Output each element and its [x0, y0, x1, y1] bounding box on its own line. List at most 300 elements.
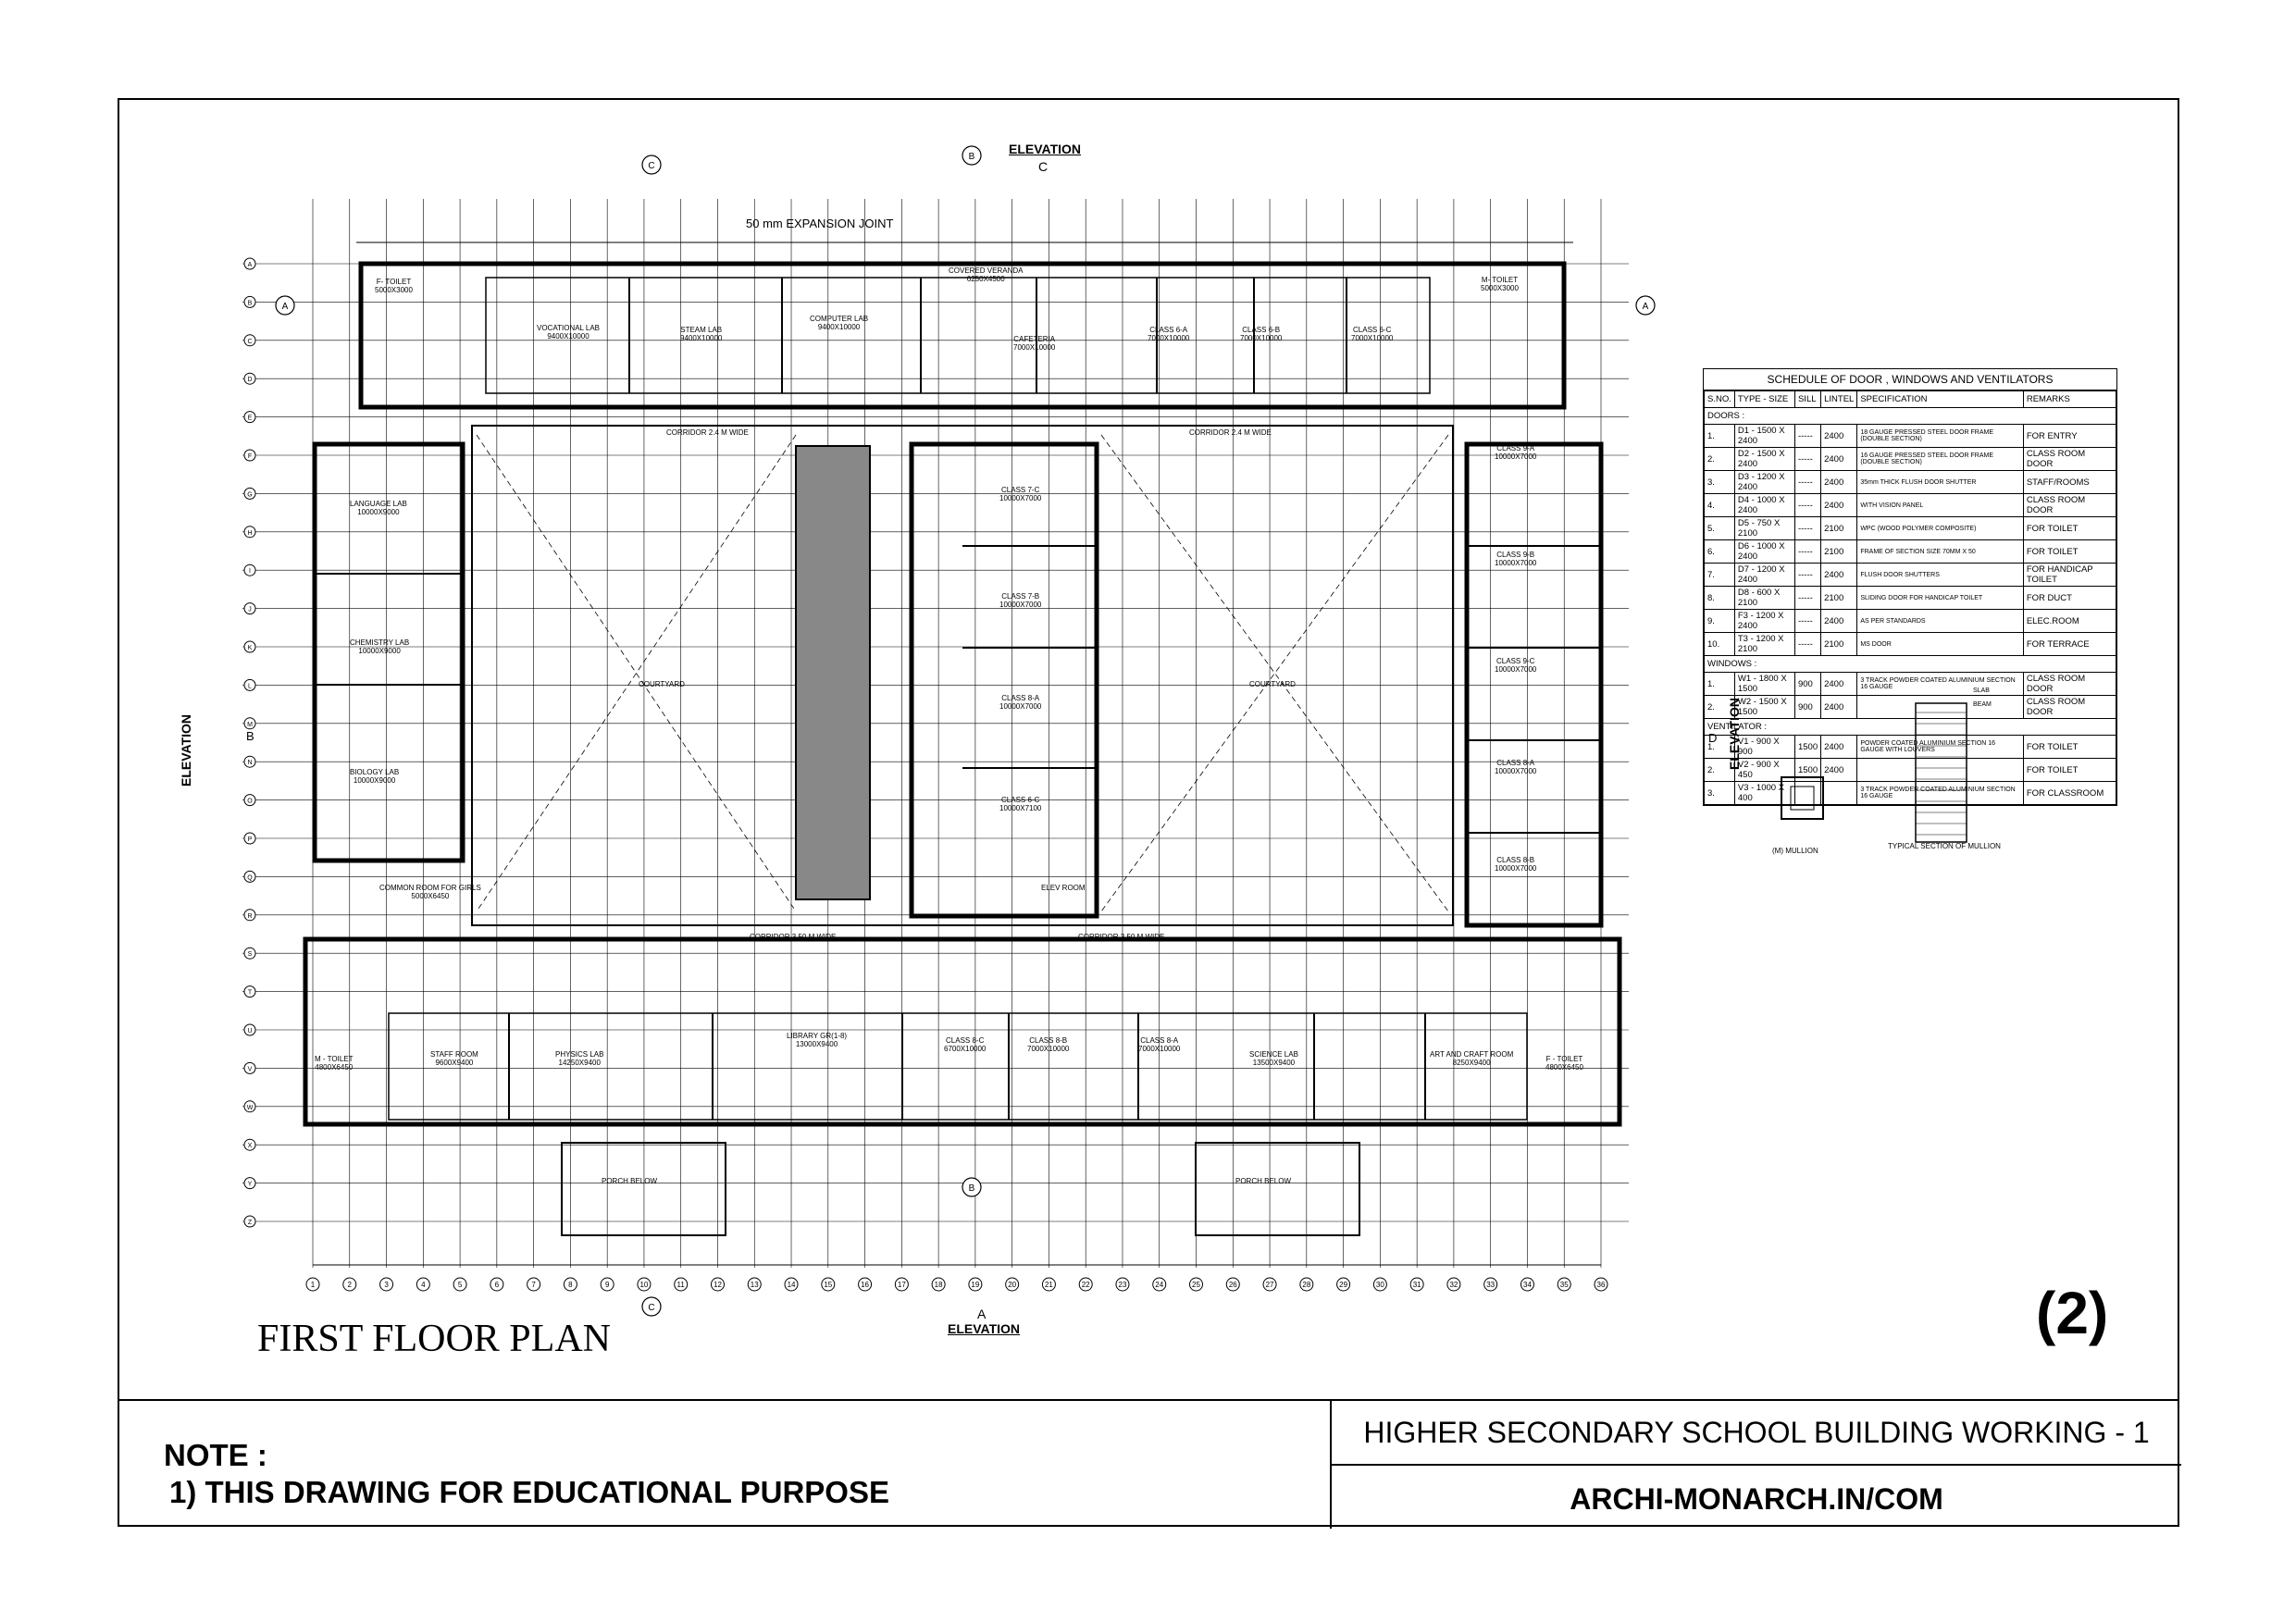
- room-label: [949, 266, 1023, 283]
- schedule-cell: 1500: [1794, 736, 1820, 759]
- schedule-cell: 2400: [1821, 610, 1857, 633]
- room-name: CLASS 8-A: [1496, 759, 1535, 767]
- room-name: CLASS 9-B: [1496, 551, 1535, 559]
- column-number: 4: [421, 1281, 426, 1289]
- room-name: LIBRARY GR(1-8): [787, 1032, 848, 1040]
- grid-marker-letter: C: [648, 161, 655, 171]
- expansion-joint-label: 50 mm EXPANSION JOINT: [746, 217, 894, 230]
- schedule-cell: D8 - 600 X 2100: [1734, 587, 1794, 610]
- schedule-cell: 2100: [1821, 587, 1857, 610]
- schedule-cell: -----: [1794, 587, 1820, 610]
- schedule-cell: [1857, 759, 2024, 782]
- schedule-row: [1705, 471, 2116, 494]
- schedule-row: [1705, 540, 2116, 564]
- schedule-group-row: [1705, 408, 2116, 425]
- room-name: VOCATIONAL LAB: [537, 324, 601, 332]
- note-text: 1) THIS DRAWING FOR EDUCATIONAL PURPOSE: [169, 1475, 889, 1509]
- elevation-left-label: ELEVATION: [179, 713, 193, 787]
- schedule-row: [1705, 517, 2116, 540]
- elevation-top-label: ELEVATION: [1009, 142, 1082, 156]
- elevation-left-letter: B: [246, 729, 254, 743]
- room-label: [379, 884, 481, 900]
- room-size: 7000X10000: [1148, 334, 1190, 342]
- column-number: 20: [1008, 1281, 1017, 1289]
- row-letter: X: [247, 1143, 253, 1150]
- row-letter: A: [247, 262, 253, 268]
- row-letter: K: [247, 645, 253, 651]
- room-label: [639, 680, 685, 688]
- schedule-cell: [1857, 696, 2024, 719]
- room-name: CLASS 6-B: [1242, 326, 1281, 334]
- project-title: HIGHER SECONDARY SCHOOL BUILDING WORKING - 1: [1363, 1416, 2150, 1449]
- schedule-cell: -----: [1794, 471, 1820, 494]
- schedule-cell: FOR HANDICAP TOILET: [2023, 564, 2116, 587]
- column-number: 23: [1118, 1281, 1127, 1289]
- room-label: [787, 1032, 847, 1048]
- row-letter: G: [247, 491, 253, 499]
- room-name: BIOLOGY LAB: [350, 768, 400, 776]
- row-letter: W: [246, 1104, 254, 1111]
- schedule-cell: 10.: [1705, 633, 1735, 656]
- schedule-cell: CLASS ROOM DOOR: [2023, 448, 2116, 471]
- schedule-group-label: WINDOWS :: [1705, 656, 2116, 673]
- slab-label: SLAB: [1973, 688, 1990, 694]
- room-label: [350, 638, 409, 655]
- column-number: 9: [604, 1281, 610, 1289]
- schedule-cell: FOR DUCT: [2023, 587, 2116, 610]
- schedule-cell: WITH VISION PANEL: [1857, 494, 2024, 517]
- schedule-cell: 3 TRACK POWDER COATED ALUMINIUM SECTION 16 GAUGE: [1857, 673, 2024, 696]
- schedule-row: [1705, 673, 2116, 696]
- schedule-row: [1705, 425, 2116, 448]
- schedule-cell: 4.: [1705, 494, 1735, 517]
- room-label: [1013, 335, 1055, 352]
- website-link[interactable]: ARCHI-MONARCH.IN/COM: [1570, 1482, 1943, 1516]
- schedule-row: [1705, 633, 2116, 656]
- room-label: [430, 1050, 478, 1067]
- schedule-cell: FOR CLASSROOM: [2023, 782, 2116, 805]
- room-size: 10000X9000: [357, 508, 400, 516]
- schedule-row: [1705, 736, 2116, 759]
- schedule-cell: -----: [1794, 564, 1820, 587]
- column-number: 22: [1081, 1281, 1090, 1289]
- schedule-cell: D6 - 1000 X 2400: [1734, 540, 1794, 564]
- schedule-cell: W1 - 1800 X 1500: [1734, 673, 1794, 696]
- room-label: [1495, 657, 1536, 674]
- room-name: PORCH BELOW: [1235, 1177, 1292, 1185]
- room-size: 10000X7000: [1495, 767, 1537, 775]
- schedule-row: [1705, 782, 2116, 805]
- schedule-cell: ELEC.ROOM: [2023, 610, 2116, 633]
- room-label: [999, 796, 1041, 812]
- column-number: 18: [934, 1281, 943, 1289]
- schedule-row: [1705, 610, 2116, 633]
- column-number: 2: [347, 1281, 352, 1289]
- row-letter: D: [247, 377, 253, 384]
- room-label: [1430, 1050, 1513, 1067]
- column-number: 30: [1375, 1281, 1384, 1289]
- room-name: M- TOILET: [1481, 276, 1519, 284]
- title-block: [118, 1399, 2179, 1527]
- schedule-header-row: [1705, 391, 2116, 408]
- room-size: 4800X6450: [315, 1063, 354, 1072]
- column-number: 8: [568, 1281, 573, 1289]
- room-size: 7000X10000: [1240, 334, 1283, 342]
- schedule-cell: T3 - 1200 X 2100: [1734, 633, 1794, 656]
- column-number: 32: [1449, 1281, 1458, 1289]
- schedule-cell: 16 GAUGE PRESSED STEEL DOOR FRAME (DOUBLE SECTION): [1857, 448, 2024, 471]
- schedule-row: [1705, 448, 2116, 471]
- schedule-cell: 1.: [1705, 425, 1735, 448]
- schedule-cell: 2.: [1705, 448, 1735, 471]
- room-name: COURTYARD: [1249, 680, 1296, 688]
- schedule-cell: 2400: [1821, 696, 1857, 719]
- schedule-cell: STAFF/ROOMS: [2023, 471, 2116, 494]
- column-number: 5: [457, 1281, 463, 1289]
- row-letter: V: [247, 1066, 253, 1073]
- schedule-cell: WPC (WOOD POLYMER COMPOSITE): [1857, 517, 2024, 540]
- room-label: [1235, 1177, 1291, 1185]
- room-name: ELEV ROOM: [1041, 884, 1086, 892]
- title-divider: [1332, 1464, 2181, 1466]
- courtyard-outline: [472, 426, 1453, 925]
- schedule-cell: [1821, 782, 1857, 805]
- column-number: 21: [1044, 1281, 1053, 1289]
- schedule-cell: -----: [1794, 610, 1820, 633]
- room-label: [1249, 680, 1296, 688]
- room-label: [315, 1055, 354, 1072]
- column-number: 27: [1265, 1281, 1274, 1289]
- schedule-title: SCHEDULE OF DOOR , WINDOWS AND VENTILATORS: [1704, 369, 2116, 390]
- row-letter: N: [247, 760, 253, 767]
- room-size: 13000X9400: [795, 1040, 838, 1048]
- room-size: 7000X10000: [1138, 1045, 1181, 1053]
- column-number: 16: [861, 1281, 870, 1289]
- row-letter: Y: [247, 1181, 253, 1188]
- room-label: [602, 1177, 657, 1185]
- schedule-cell: FOR TOILET: [2023, 517, 2116, 540]
- room-name: COMPUTER LAB: [810, 315, 869, 323]
- schedule-cell: 2400: [1821, 759, 1857, 782]
- schedule-cell: FOR TOILET: [2023, 759, 2116, 782]
- schedule-header-cell: LINTEL: [1821, 391, 1857, 408]
- schedule-cell: 2400: [1821, 736, 1857, 759]
- central-ramp-core: [796, 446, 870, 899]
- column-number: 11: [676, 1281, 685, 1289]
- schedule-row: [1705, 587, 2116, 610]
- room-size: 5000X3000: [375, 286, 413, 294]
- column-number: 13: [750, 1281, 759, 1289]
- schedule-cell: -----: [1794, 448, 1820, 471]
- schedule-cell: CLASS ROOM DOOR: [2023, 494, 2116, 517]
- corridor-label: CORRIDOR 2.4 M WIDE: [1189, 428, 1272, 437]
- corridor-label: CORRIDOR 2.4 M WIDE: [666, 428, 749, 437]
- room-size: 6700X10000: [944, 1045, 987, 1053]
- room-size: 7000X10000: [1351, 334, 1394, 342]
- schedule-cell: FLUSH DOOR SHUTTERS: [1857, 564, 2024, 587]
- door-window-schedule: [1703, 368, 2117, 806]
- schedule-cell: -----: [1794, 494, 1820, 517]
- schedule-row: [1705, 696, 2116, 719]
- schedule-cell: 2.: [1705, 696, 1735, 719]
- schedule-cell: D2 - 1500 X 2400: [1734, 448, 1794, 471]
- room-size: 7000X10000: [1027, 1045, 1070, 1053]
- room-size: 9400X10000: [680, 334, 723, 342]
- schedule-cell: FRAME OF SECTION SIZE 70MM X 50: [1857, 540, 2024, 564]
- room-label: [1545, 1055, 1583, 1072]
- corridor-label: CORRIDOR 3.50 M WIDE: [750, 933, 837, 941]
- room-size: 5000X6450: [411, 892, 450, 900]
- schedule-cell: 6.: [1705, 540, 1735, 564]
- schedule-cell: -----: [1794, 633, 1820, 656]
- schedule-cell: AS PER STANDARDS: [1857, 610, 2024, 633]
- schedule-cell: CLASS ROOM DOOR: [2023, 673, 2116, 696]
- schedule-cell: 7.: [1705, 564, 1735, 587]
- schedule-cell: 2400: [1821, 471, 1857, 494]
- room-size: 9400X10000: [547, 332, 590, 341]
- schedule-cell: 5.: [1705, 517, 1735, 540]
- schedule-cell: POWDER COATED ALUMINIUM SECTION 16 GAUGE WITH LOUVERS: [1857, 736, 2024, 759]
- room-label: [1240, 326, 1282, 342]
- row-letter: I: [249, 568, 251, 576]
- schedule-row: [1705, 564, 2116, 587]
- schedule-cell: D5 - 750 X 2100: [1734, 517, 1794, 540]
- column-number: 33: [1486, 1281, 1496, 1289]
- grid-marker-letter: C: [648, 1303, 655, 1313]
- schedule-cell: 3.: [1705, 471, 1735, 494]
- column-number: 6: [494, 1281, 500, 1289]
- row-letter: Z: [247, 1220, 253, 1226]
- room-label: [810, 315, 868, 331]
- room-name: STEAM LAB: [680, 326, 723, 334]
- room-label: [1249, 1050, 1298, 1067]
- room-name: PHYSICS LAB: [555, 1050, 604, 1059]
- schedule-cell: 2400: [1821, 448, 1857, 471]
- schedule-row: [1705, 759, 2116, 782]
- title-block-right: [1330, 1401, 2179, 1529]
- room-size: 10000X7100: [999, 804, 1042, 812]
- room-label: [350, 500, 407, 516]
- column-number: 25: [1192, 1281, 1200, 1289]
- room-size: 10000X7000: [999, 601, 1042, 609]
- row-letter: P: [247, 836, 253, 843]
- room-size: 10000X7000: [1495, 559, 1537, 567]
- room-size: 14250X9400: [558, 1059, 601, 1067]
- schedule-cell: V2 - 900 X 450: [1734, 759, 1794, 782]
- room-name: LANGUAGE LAB: [350, 500, 407, 508]
- room-name: CAFETERIA: [1013, 335, 1056, 343]
- elevation-bottom-label: ELEVATION: [948, 1321, 1021, 1336]
- room-label: [999, 592, 1041, 609]
- east-wing-wall: [1467, 444, 1601, 925]
- schedule-cell: 2100: [1821, 517, 1857, 540]
- room-name: CLASS 8-A: [1001, 694, 1040, 702]
- room-name: ART AND CRAFT ROOM: [1430, 1050, 1514, 1059]
- schedule-cell: V3 - 1000 X 400: [1734, 782, 1794, 805]
- schedule-cell: 2400: [1821, 673, 1857, 696]
- room-label: [1138, 1036, 1180, 1053]
- schedule-cell: 3 TRACK POWDER COATED ALUMINIUM SECTION 16 GAUGE: [1857, 782, 2024, 805]
- elevation-top-letter: C: [1038, 159, 1049, 174]
- room-name: CLASS 9-A: [1496, 444, 1535, 452]
- row-letter: C: [247, 338, 253, 345]
- schedule-cell: 18 GAUGE PRESSED STEEL DOOR FRAME (DOUBLE SECTION): [1857, 425, 2024, 448]
- column-number: 3: [384, 1281, 389, 1289]
- schedule-cell: 8.: [1705, 587, 1735, 610]
- sheet-number: (2): [2036, 1280, 2109, 1346]
- grid-marker-letter: A: [281, 302, 289, 312]
- schedule-cell: FOR TOILET: [2023, 736, 2116, 759]
- row-letter: R: [247, 912, 253, 920]
- column-number: 15: [824, 1281, 833, 1289]
- room-label: [1481, 276, 1519, 292]
- room-name: CLASS 6-C: [1001, 796, 1040, 804]
- room-label: [350, 768, 399, 785]
- room-size: 10000X7000: [1495, 452, 1537, 461]
- room-size: 10000X7000: [1495, 864, 1537, 873]
- room-name: COURTYARD: [639, 680, 685, 688]
- room-name: COVERED VERANDA: [949, 266, 1024, 275]
- column-number: 36: [1596, 1281, 1606, 1289]
- column-number: 29: [1339, 1281, 1348, 1289]
- row-letter: S: [247, 951, 253, 959]
- beam-label: BEAM: [1973, 701, 1992, 708]
- schedule-cell: FOR ENTRY: [2023, 425, 2116, 448]
- schedule-cell: 900: [1794, 673, 1820, 696]
- room-label: [375, 278, 413, 294]
- schedule-header-cell: SPECIFICATION: [1857, 391, 2024, 408]
- room-label: [1148, 326, 1189, 342]
- room-label: [1027, 1036, 1069, 1053]
- schedule-cell: 2400: [1821, 425, 1857, 448]
- row-letter: U: [247, 1028, 253, 1035]
- room-name: COMMON ROOM FOR GIRLS: [379, 884, 481, 892]
- schedule-cell: F3 - 1200 X 2400: [1734, 610, 1794, 633]
- plan-title: FIRST FLOOR PLAN: [257, 1318, 611, 1360]
- schedule-group-row: [1705, 719, 2116, 736]
- room-name: CLASS 8-A: [1140, 1036, 1179, 1045]
- room-name: CLASS 8-C: [946, 1036, 985, 1045]
- room-name: STAFF ROOM: [430, 1050, 478, 1059]
- schedule-header-cell: TYPE - SIZE: [1734, 391, 1794, 408]
- row-letter: L: [248, 683, 252, 690]
- section-label: TYPICAL SECTION OF MULLION: [1888, 842, 2001, 850]
- room-size: 10000X9000: [358, 647, 401, 655]
- schedule-cell: V1 - 900 X 900: [1734, 736, 1794, 759]
- column-number: 24: [1155, 1281, 1164, 1289]
- grid-marker-letter: A: [1642, 302, 1649, 312]
- column-number: 28: [1302, 1281, 1311, 1289]
- room-name: M - TOILET: [315, 1055, 354, 1063]
- schedule-cell: 1.: [1705, 736, 1735, 759]
- schedule-row: [1705, 494, 2116, 517]
- row-letter: T: [247, 989, 253, 997]
- schedule-cell: MS DOOR: [1857, 633, 2024, 656]
- schedule-cell: 1.: [1705, 673, 1735, 696]
- row-letter: B: [247, 300, 253, 307]
- schedule-cell: 1500: [1794, 759, 1820, 782]
- column-number: 31: [1412, 1281, 1421, 1289]
- room-size: 13500X9400: [1252, 1059, 1296, 1067]
- column-number: 1: [310, 1281, 316, 1289]
- column-number: 12: [714, 1281, 722, 1289]
- room-name: F- TOILET: [376, 278, 412, 286]
- room-size: 8250X9400: [1452, 1059, 1491, 1067]
- schedule-group-row: [1705, 656, 2116, 673]
- column-number: 35: [1559, 1281, 1569, 1289]
- room-label: [537, 324, 600, 341]
- schedule-cell: SLIDING DOOR FOR HANDICAP TOILET: [1857, 587, 2024, 610]
- row-letter: F: [247, 453, 253, 460]
- column-number: 34: [1523, 1281, 1532, 1289]
- grid-marker-letter: B: [968, 1183, 975, 1194]
- elevation-bottom-letter: A: [977, 1307, 987, 1321]
- room-label: [1041, 884, 1086, 892]
- column-number: 10: [639, 1281, 649, 1289]
- schedule-cell: 2400: [1821, 494, 1857, 517]
- room-label: [999, 694, 1041, 711]
- schedule-cell: 2100: [1821, 633, 1857, 656]
- schedule-cell: 900: [1794, 696, 1820, 719]
- schedule-cell: 2100: [1821, 540, 1857, 564]
- room-label: [1495, 551, 1536, 567]
- schedule-cell: -----: [1794, 517, 1820, 540]
- room-label: [555, 1050, 603, 1067]
- column-number: 26: [1228, 1281, 1237, 1289]
- room-name: CLASS 7-C: [1001, 486, 1040, 494]
- schedule-cell: -----: [1794, 540, 1820, 564]
- room-label: [680, 326, 722, 342]
- elevation-right-letter: D: [1708, 731, 1718, 745]
- room-name: CLASS 9-C: [1496, 657, 1535, 665]
- room-name: SCIENCE LAB: [1249, 1050, 1298, 1059]
- schedule-cell: D7 - 1200 X 2400: [1734, 564, 1794, 587]
- schedule-cell: D1 - 1500 X 2400: [1734, 425, 1794, 448]
- room-label: [1351, 326, 1393, 342]
- column-number: 14: [787, 1281, 796, 1289]
- room-label: [944, 1036, 986, 1053]
- row-letter: M: [247, 721, 253, 728]
- south-block-wall: [305, 939, 1620, 1124]
- schedule-cell: CLASS ROOM DOOR: [2023, 696, 2116, 719]
- schedule-cell: 35mm THICK FLUSH DOOR SHUTTER: [1857, 471, 2024, 494]
- schedule-header-cell: REMARKS: [2023, 391, 2116, 408]
- schedule-header-cell: S.NO.: [1705, 391, 1735, 408]
- room-name: CLASS 6-C: [1353, 326, 1392, 334]
- note-heading: NOTE :: [164, 1438, 267, 1472]
- schedule-cell: [1794, 782, 1820, 805]
- column-number: 19: [971, 1281, 980, 1289]
- row-letter: Q: [247, 874, 253, 882]
- north-rooms-outline: [486, 278, 1430, 393]
- row-letter: O: [247, 798, 253, 805]
- room-size: 7000X10000: [1013, 343, 1056, 352]
- room-label: [1495, 444, 1536, 461]
- room-name: CLASS 8-B: [1029, 1036, 1068, 1045]
- grid-marker-letter: B: [968, 152, 975, 162]
- schedule-cell: 9.: [1705, 610, 1735, 633]
- mullion-label: (M) MULLION: [1772, 847, 1818, 855]
- schedule-cell: -----: [1794, 425, 1820, 448]
- room-size: 6250X4500: [966, 275, 1005, 283]
- schedule-cell: D3 - 1200 X 2400: [1734, 471, 1794, 494]
- row-letter: E: [247, 415, 253, 422]
- room-size: 10000X7000: [1495, 665, 1537, 674]
- room-name: CLASS 6-A: [1149, 326, 1188, 334]
- room-size: 4800X6450: [1545, 1063, 1583, 1072]
- room-size: 10000X9000: [353, 776, 396, 785]
- schedule-header-cell: SILL: [1794, 391, 1820, 408]
